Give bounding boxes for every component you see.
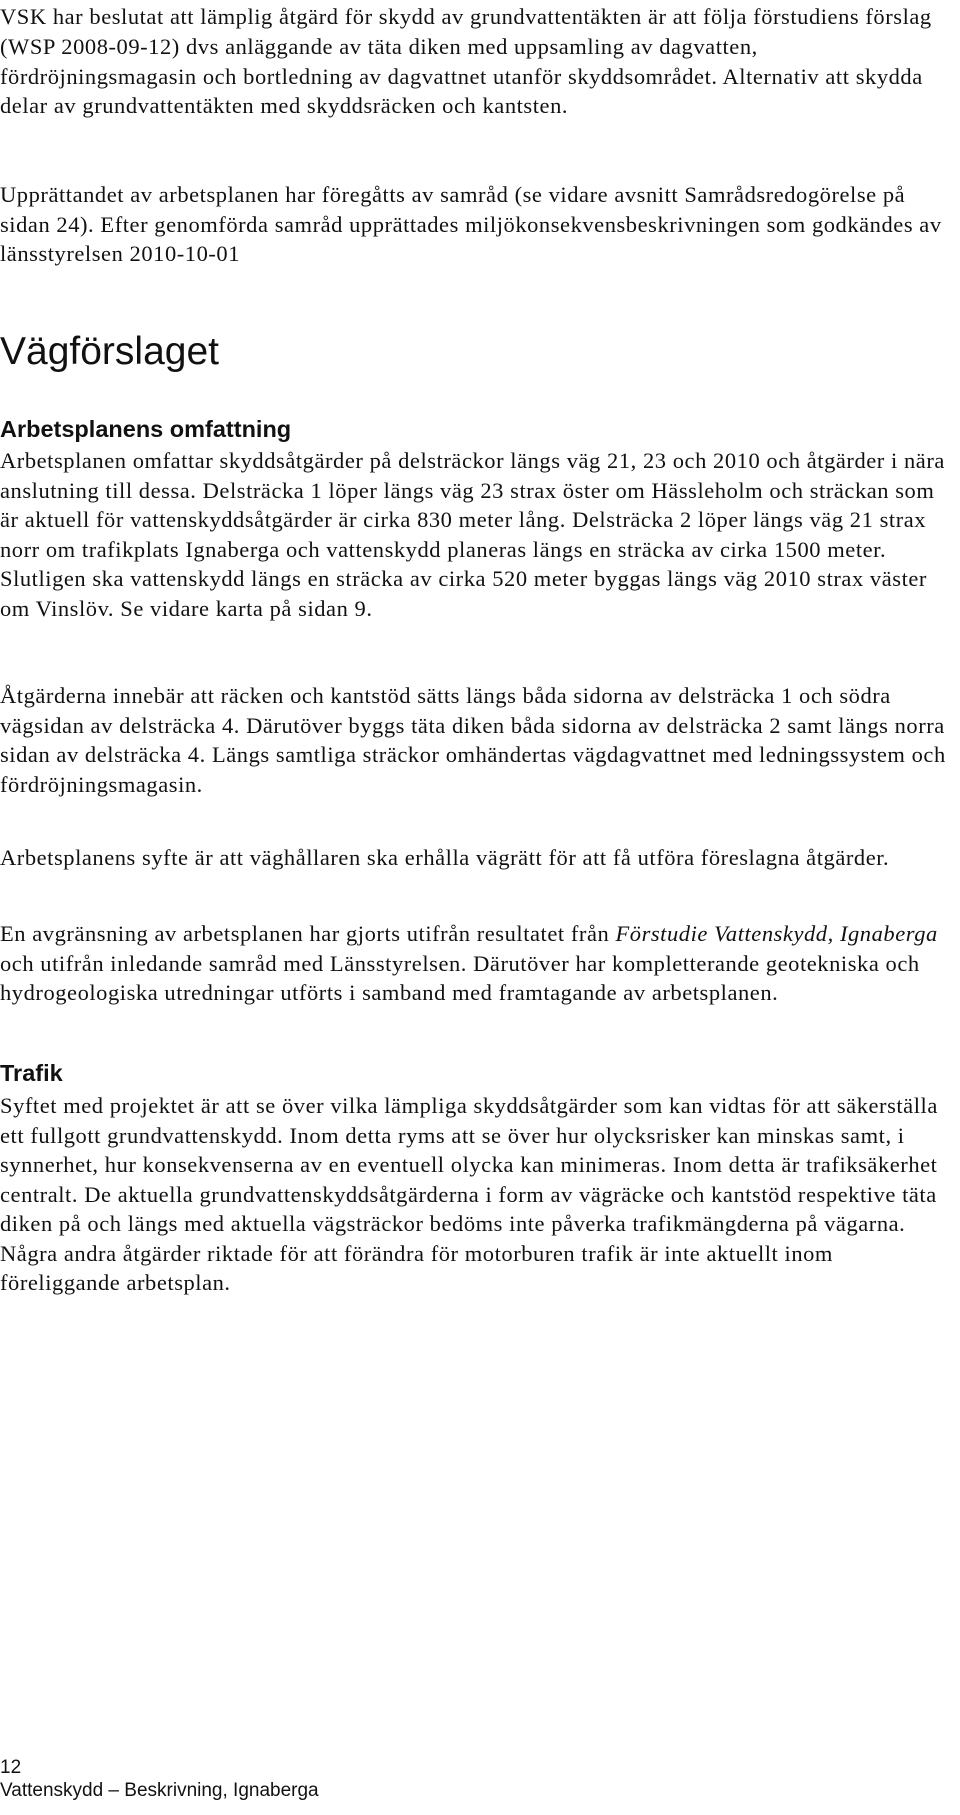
footer-document-title: Vattenskydd – Beskrivning, Ignaberga [0, 1780, 319, 1801]
delimitation-text-end: och utifrån inledande samråd med Länsstyrelsen. Därutöver har kompletterande geotekniska och hydrogeologiska utredningar utförts i samband med framtagande av arbetsplanen. [0, 950, 920, 1005]
subheading-trafik: Trafik [0, 1060, 63, 1086]
paragraph-traffic: Syftet med projektet är att se över vilka lämpliga skyddsåtgärder som kan vidtas för att säkerställa ett fullgott grundvattenskydd. Inom detta ryms att se över hur olycksrisker kan minskas samt, i synnerhet, hur konsekvenserna av en eventuell olycka kan minimeras. Inom detta är trafiksäkerhet centralt. De aktuella grundvattenskyddsåtgärderna i form av vägräcke och kantstöd respektive täta diken på och längs med aktuella vägsträckor bedöms inte påverka trafikmängderna på vägarna. Några andra åtgärder riktade för att förändra för motorburen trafik är inte aktuellt inom föreliggande arbetsplan. [0, 1093, 938, 1295]
delimitation-text-start: En avgränsning av arbetsplanen har gjorts utifrån resultatet från [0, 921, 616, 946]
subheading-arbetsplanens-omfattning: Arbetsplanens omfattning [0, 416, 292, 442]
prestudy-title-italic: Förstudie Vattenskydd, Ignaberga [615, 921, 938, 946]
paragraph-purpose: Arbetsplanens syfte är att väghållaren ska erhålla vägrätt för att få utföra föreslagna åtgärder. [0, 845, 890, 870]
paragraph-delimitation [0, 919, 955, 1008]
paragraph-measures: Åtgärderna innebär att räcken och kantstöd sätts längs båda sidorna av delsträcka 1 och södra vägsidan av delsträcka 4. Därutöver byggs täta diken båda sidorna av delsträcka 2 samt längs norra sidan av delsträcka 4. Längs samtliga sträckor omhändertas vägdagvattnet med ledningssystem och fördröjningsmagasin. [0, 683, 946, 797]
paragraph-vsk-decision: VSK har beslutat att lämplig åtgärd för skydd av grundvattentäkten är att följa förstudiens förslag (WSP 2008-09-12) dvs anläggande av täta diken med uppsamling av dagvatten, fördröjningsmagasin och bortledning av dagvattnet utanför skyddsområdet. Alternativ att skydda delar av grundvattentäkten med skyddsräcken och kantsten. [0, 4, 932, 119]
paragraph-consultation: Upprättandet av arbetsplanen har föregåtts av samråd (se vidare avsnitt Samrådsredogörelse på sidan 24). Efter genomförda samråd upprättades miljökonsekvensbeskrivningen som godkändes av länsstyrelsen 2010-10-01 [0, 182, 942, 266]
section-heading-vagforslaget: Vägförslaget [0, 330, 219, 373]
footer-page-number: 12 [0, 1757, 22, 1778]
paragraph-scope: Arbetsplanen omfattar skyddsåtgärder på delsträckor längs väg 21, 23 och 2010 och åtgärder i nära anslutning till dessa. Delsträcka 1 löper längs väg 23 strax öster om Hässleholm och sträckan som är aktuell för vattenskyddsåtgärder är cirka 830 meter lång. Delsträcka 2 löper längs väg 21 strax norr om trafikplats Ignaberga och vattenskydd planeras längs en sträcka av cirka 1500 meter. Slutligen ska vattenskydd längs en sträcka av cirka 520 meter byggas längs väg 2010 strax väster om Vinslöv. Se vidare karta på sidan 9. [0, 448, 945, 621]
